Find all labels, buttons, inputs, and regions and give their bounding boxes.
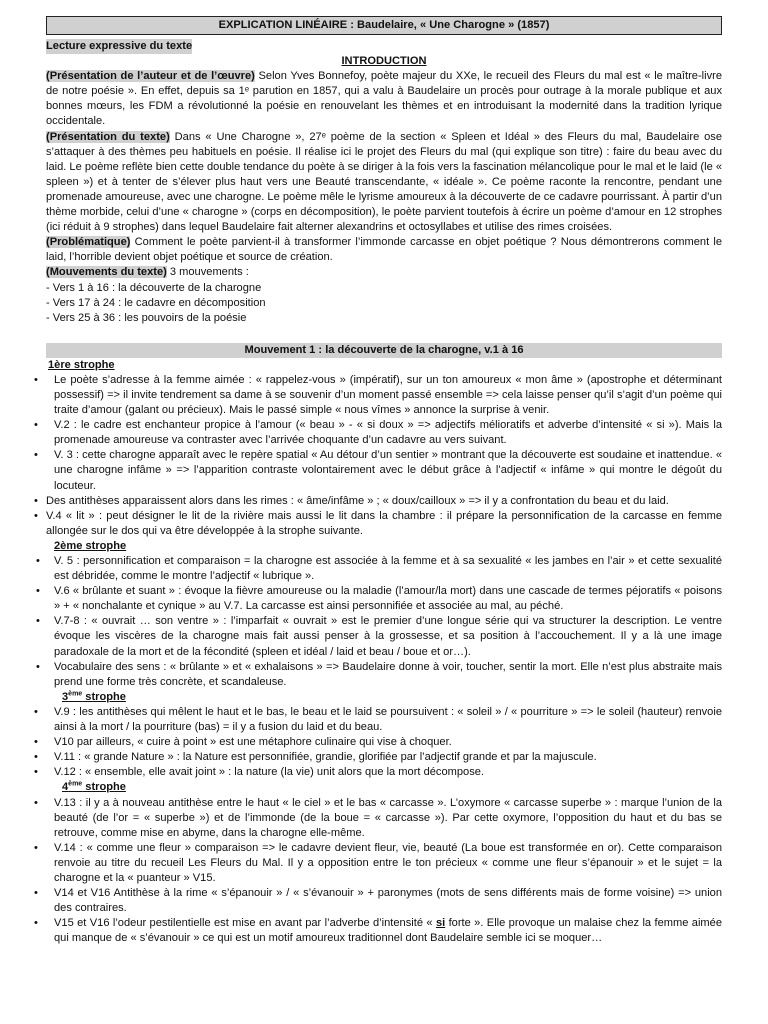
movements-text: 3 mouvements : [166, 266, 249, 279]
list-item: • Des antithèses apparaissent alors dans les rimes : « âme/infâme » ; « doux/cailloux » => il y a confrontation du beau et du laid. [46, 494, 722, 509]
list-item: • V.9 : les antithèses qui mêlent le haut et le bas, le beau et le laid se poursuivent : « soleil » / « pourriture » => le soleil (hauteur) renvoie ainsi à la mort / la pourriture (bas) = il y a fusion du laid et du beau. [46, 705, 722, 735]
list-item: • V14 et V16 Antithèse à la rime « s’épanouir » / « s’évanouir » + paronymes (mots de sens différents mais de forme voisine) => union des contraires. [46, 886, 722, 916]
list-item: • V.2 : le cadre est enchanteur propice à l’amour (« beau » - « si doux » => adjectifs mélioratifs et adverbe d’intensité « si »). Mais la promenade amoureuse va contraster avec l’arrivée choquante d’un cadavre au vers suivant. [46, 418, 722, 448]
lecture-label: Lecture expressive du texte [46, 39, 192, 54]
problem-text: Comment le poète parvient-il à transformer l’immonde carcasse en objet poétique ? Nous démontrerons comment le laid, l’horrible devient objet poétique et source de création. [46, 236, 722, 264]
strophe3-list [46, 705, 722, 780]
list-item: • V. 3 : cette charogne apparaît avec le repère spatial « Au détour d’un sentier » montrant que la découverte est soudaine et inattendue. « une charogne infâme » => l’apparition contraste volontairement avec le début grâce à l’adjectif « infâme » qui montre le dégoût du locuteur. [46, 448, 722, 493]
emphasis-si: si [435, 917, 446, 930]
list-item: • V.7-8 : « ouvrait … son ventre » : l’imparfait « ouvrait » est le premier d’une longue série qui va structurer la description. Le ventre évoque les viscères de la charogne mais fait aussi penser à la grossesse, et sa position à l’accouchement. Il y a là une image paradoxale de la mort et de la fécondité (spleen et idéal / laid et beau / boue et or…). [46, 614, 722, 659]
list-item: • V.14 : « comme une fleur » comparaison => le cadavre devient fleur, vie, beauté (La boue est transformée en or). Cette comparaison renvoie au titre du recueil Les Fleurs du Mal. Il y a opposition entre le ton précieux « comme une fleur s’épanouir » et le sujet = la charogne et la « puanteur » V15. [46, 841, 722, 886]
strophe4-list [46, 796, 722, 947]
movement-line: - Vers 1 à 16 : la découverte de la charogne [46, 281, 262, 294]
strophe4-label: 4ème strophe [62, 780, 126, 794]
movement-line: - Vers 17 à 24 : le cadavre en décomposition [46, 296, 266, 309]
strophe1-label: 1ère strophe [48, 358, 115, 371]
strophe1-list [46, 373, 722, 539]
mouvement1-heading: Mouvement 1 : la découverte de la charogne, v.1 à 16 [46, 343, 722, 358]
author-text: Selon Yves Bonnefoy, poète majeur du XXe, le recueil des Fleurs du mal est « le maître-livre de notre poésie ». En effet, depuis sa 1ᵉ parution en 1857, qui a valu à Baudelaire un procès pour outrage à la morale publique et aux bonnes mœurs, les FDM a révolutionné la poésie en renouvelant les thèmes et en introduisant la modernité dans la tradition lyrique occidentale. [46, 70, 722, 128]
intro-paragraph-movements [46, 265, 722, 280]
list-item: • Vocabulaire des sens : « brûlante » et « exhalaisons » => Baudelaire donne à voir, toucher, sentir la mort. Elle n’est plus abstraite mais prend une forme très concrète, et scandaleuse. [46, 660, 722, 690]
strophe3-label: 3ème strophe [62, 690, 126, 703]
list-item: • V. 5 : personnification et comparaison = la charogne est associée à la femme et à sa sexualité « les jambes en l’air » et cette sexualité est débridée, comme le montre l’adjectif « lubrique ». [46, 554, 722, 584]
intro-heading: INTRODUCTION [341, 55, 427, 68]
list-item: • Le poète s’adresse à la femme aimée : « rappelez-vous » (impératif), sur un ton amoureux « mon âme » (apostrophe et déterminant possessif) => il invite tendrement sa dame à se souvenir d’un moment passé ensemble => cela laisse penser qu’il s’agit d’un poème qui traite d’amour (galant ou précieux). Mais le passé simple « nous vîmes » annonce la surprise à venir. [46, 373, 722, 418]
movements-label: (Mouvements du texte) [46, 266, 167, 279]
list-item: • V15 et V16 l’odeur pestilentielle est mise en avant par l’adverbe d’intensité « si forte ». Elle provoque un malaise chez la femme aimée qui manque de « s’évanouir » ce qui est un motif amoureux traditionnel dont Baudelaire semble ici se moquer… [46, 916, 722, 946]
movement-line: - Vers 25 à 36 : les pouvoirs de la poésie [46, 311, 247, 324]
intro-paragraph-text [46, 130, 722, 236]
list-item: • V10 par ailleurs, « cuire à point » est une métaphore culinaire qui vise à choquer. [46, 735, 722, 750]
list-item: • V.12 : « ensemble, elle avait joint » : la nature (la vie) unit alors que la mort décompose. [46, 765, 722, 780]
text-text: Dans « Une Charogne », 27ᵉ poème de la section « Spleen et Idéal » des Fleurs du mal, Baudelaire ose s’attaquer à des thèmes peu habituels en poésie. Il réalise ici le projet des Fleurs du mal (qui explique son titre) : faire du beau avec du laid. Le poème reflète bien cette double tendance du poète à se diriger à la fois vers la fascination mélancolique pour le mal et le laid (le « spleen ») et à tenter de s’élever plus haut vers une Beauté transcendante, « idéale ». Ce poème raconte la rencontre, pendant une promenade amoureuse, avec une charogne. Le poème mêle le lyrisme amoureux à la découverte de ce cadavre pourrissant. À partir d’un thème morbide, celui d’une « charogne » (corps en décomposition), le poète parvient toutefois à écrire un poème d’amour en 12 strophes (ici réduit à 9 strophes) dans lequel Baudelaire fait alterner alexandrins et octosyllabes et utilise des rimes croisées. [46, 130, 722, 234]
list-item: • V.4 « lit » : peut désigner le lit de la rivière mais aussi le lit dans la chambre : il prépare la personnification de la carcasse en femme allongée sur le dos qui va être développée à la strophe suivante. [46, 509, 722, 539]
strophe2-label: 2ème strophe [54, 539, 127, 552]
problem-label: (Problématique) [46, 236, 131, 249]
author-label: (Présentation de l’auteur et de l’œuvre) [46, 70, 255, 83]
strophe2-list [46, 554, 722, 690]
document-page [46, 14, 722, 946]
list-item: • V.13 : il y a à nouveau antithèse entre le haut « le ciel » et le bas « carcasse ». L’oxymore « carcasse superbe » : marque l’union de la beauté (de l’or = « superbe ») et de l’immonde (de la boue = « carcasse »). Par cette oxymore, l’opposition du haut et du bas se retrouve, comme mise en abyme, dans la charogne elle-même. [46, 796, 722, 841]
list-item: • V.11 : « grande Nature » : la Nature est personnifiée, grandie, glorifiée par l’adjectif grande et par la majuscule. [46, 750, 722, 765]
list-item: • V.6 « brûlante et suant » : évoque la fièvre amoureuse ou la maladie (l’amour/la mort) dans une cascade de termes péjoratifs « poisons » + « nonchalante et cynique » au V.7. La carcasse est ainsi personnifiée et associée au mal, au péché. [46, 584, 722, 614]
intro-paragraph-author [46, 69, 722, 129]
intro-paragraph-problem [46, 235, 722, 265]
text-label: (Présentation du texte) [46, 130, 170, 143]
document-title: EXPLICATION LINÉAIRE : Baudelaire, « Une Charogne » (1857) [46, 16, 722, 35]
